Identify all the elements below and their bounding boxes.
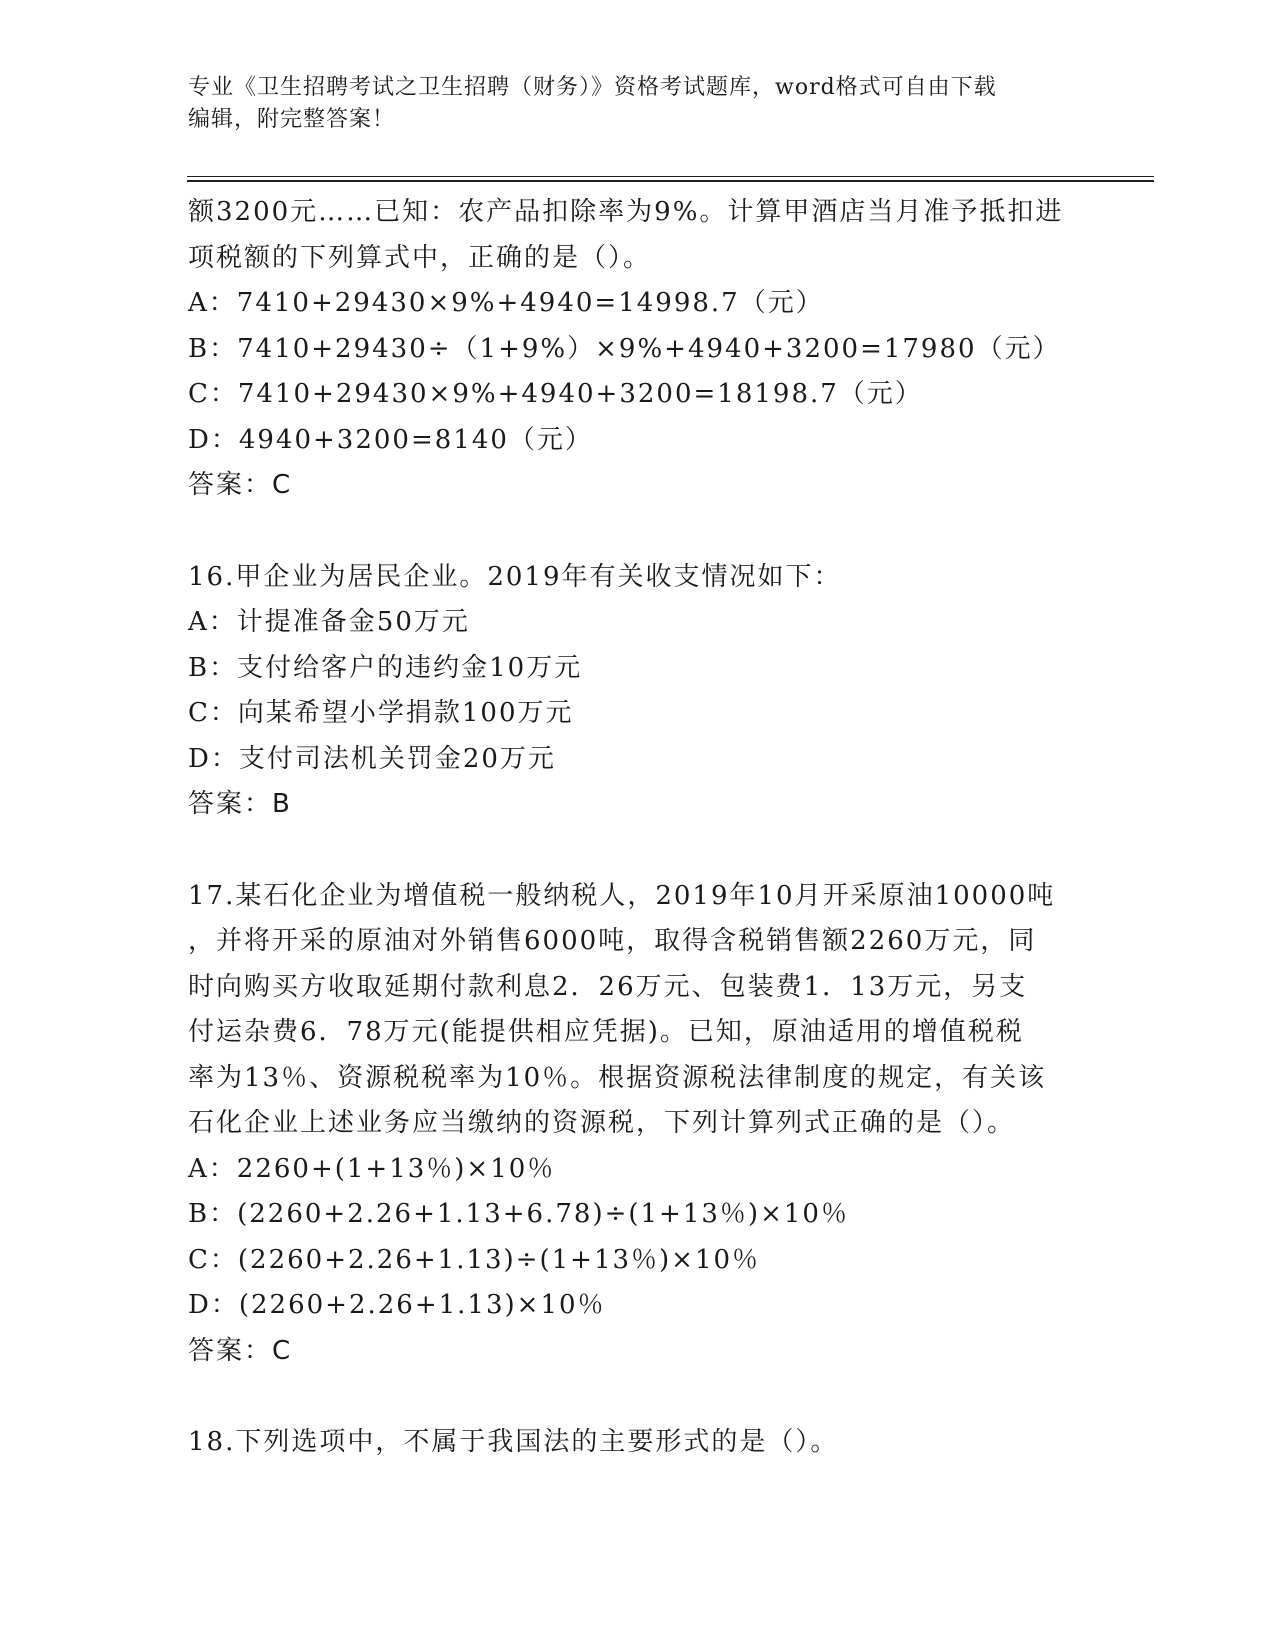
question-17 xyxy=(188,874,1088,1375)
question-18-stem: 18.下列选项中，不属于我国法的主要形式的是（）。 xyxy=(188,1427,839,1457)
question-17-answer: 答案：C xyxy=(188,1335,293,1366)
header-divider-thin xyxy=(187,176,1154,177)
question-15-stem-continued-1: 额3200元……已知：农产品扣除率为9%。计算甲酒店当月准予抵扣进 xyxy=(188,197,1064,227)
question-15 xyxy=(188,190,1088,509)
header-line-2: 编辑，附完整答案！ xyxy=(188,107,396,132)
question-15-option-d: D：4940+3200=8140（元） xyxy=(188,424,593,455)
question-15-stem-continued-2: 项税额的下列算式中，正确的是（）。 xyxy=(188,242,652,273)
question-16-stem: 16.甲企业为居民企业。2019年有关收支情况如下： xyxy=(188,561,842,592)
document-header xyxy=(188,72,1068,136)
spacer xyxy=(188,509,1088,555)
question-15-option-b: B：7410+29430÷（1+9%）×9%+4940+3200=17980（元） xyxy=(188,333,1061,364)
question-17-stem-line: 石化企业上述业务应当缴纳的资源税，下列计算列式正确的是（）。 xyxy=(188,1108,1016,1138)
question-16-option-d: D：支付司法机关罚金20万元 xyxy=(188,743,556,774)
question-16-option-c: C：向某希望小学捐款100万元 xyxy=(188,698,574,728)
question-17-stem-line: 率为13％、资源税税率为10％。根据资源税法律制度的规定，有关该 xyxy=(188,1062,1047,1093)
question-16-option-b: B：支付给客户的违约金10万元 xyxy=(188,652,583,683)
question-17-stem-line: 17.某石化企业为增值税一般纳税人，2019年10月开采原油10000吨 xyxy=(188,880,1056,911)
question-list xyxy=(188,190,1088,1466)
header-line-1: 专业《卫生招聘考试之卫生招聘（财务）》资格考试题库，word格式可自由下载 xyxy=(188,75,997,100)
question-15-answer: 答案：C xyxy=(188,470,293,500)
question-17-option-c: C：(2260+2.26+1.13)÷(1+13％)×10％ xyxy=(188,1244,761,1275)
question-18 xyxy=(188,1420,1088,1466)
question-17-option-b: B：(2260+2.26+1.13+6.78)÷(1+13％)×10％ xyxy=(188,1199,849,1229)
question-17-option-a: A：2260+(1+13％)×10％ xyxy=(188,1153,556,1184)
question-17-stem-line: 付运杂费6．78万元(能提供相应凭据)。已知，原油适用的增值税税 xyxy=(188,1017,1024,1047)
question-16-option-a: A：计提准备金50万元 xyxy=(188,607,470,637)
question-16-answer: 答案：B xyxy=(188,789,292,819)
question-15-option-c: C：7410+29430×9%+4940+3200=18198.7（元） xyxy=(188,379,923,409)
question-17-stem-line: ，并将开采的原油对外销售6000吨，取得含税销售额2260万元，同 xyxy=(188,926,1037,956)
question-15-option-a: A：7410+29430×9%+4940=14998.7（元） xyxy=(188,288,824,318)
header-divider-thick xyxy=(187,180,1154,182)
question-17-stem-line: 时向购买方收取延期付款利息2．26万元、包装费1．13万元，另支 xyxy=(188,971,1028,1002)
spacer xyxy=(188,828,1088,874)
question-17-option-d: D：(2260+2.26+1.13)×10％ xyxy=(188,1290,606,1320)
question-16 xyxy=(188,555,1088,828)
spacer xyxy=(188,1374,1088,1420)
